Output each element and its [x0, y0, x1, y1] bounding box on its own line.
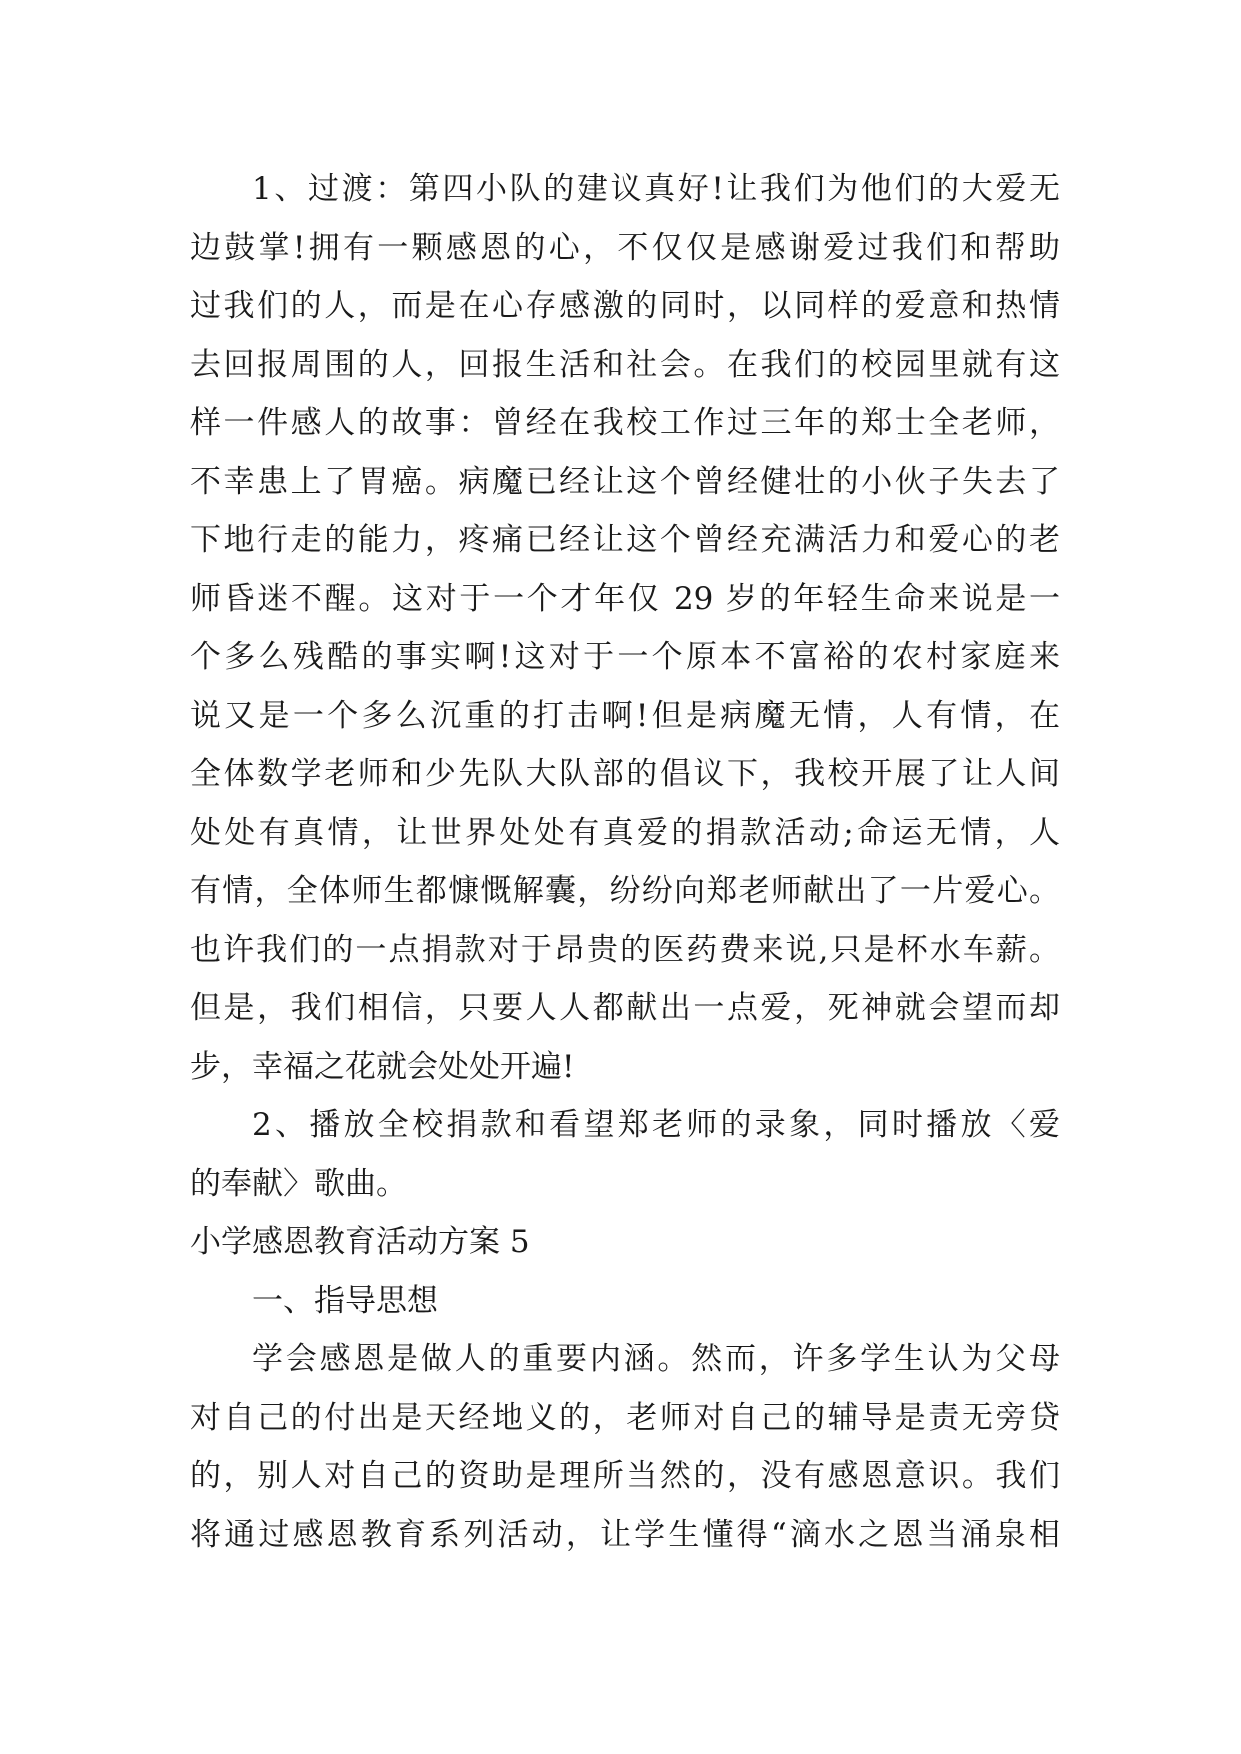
text-line: 全体数学老师和少先队大队部的倡议下，我校开展了让人间	[190, 756, 1060, 792]
text-line: 但是，我们相信，只要人人都献出一点爱，死神就会望而却	[190, 990, 1060, 1026]
text-line: 也许我们的一点捐款对于昂贵的医药费来说,只是杯水车薪。	[190, 931, 1060, 968]
text-line: 有情，全体师生都慷慨解囊，纷纷向郑老师献出了一片爱心。	[190, 873, 1060, 909]
text-line: 1、过渡：第四小队的建议真好!让我们为他们的大爱无	[252, 171, 1060, 207]
text-line: 2、播放全校捐款和看望郑老师的录象，同时播放〈爱	[252, 1107, 1060, 1143]
text-line: 学会感恩是做人的重要内涵。然而，许多学生认为父母	[252, 1341, 1060, 1377]
text-line: 下地行走的能力，疼痛已经让这个曾经充满活力和爱心的老	[190, 522, 1060, 558]
text-line: 师昏迷不醒。这对于一个才年仅 29 岁的年轻生命来说是一	[190, 580, 1060, 617]
text-line: 处处有真情，让世界处处有真爱的捐款活动;命运无情，人	[190, 814, 1060, 851]
text-line: 将通过感恩教育系列活动，让学生懂得“滴水之恩当涌泉相	[190, 1516, 1060, 1553]
text-line: 不幸患上了胃癌。病魔已经让这个曾经健壮的小伙子失去了	[190, 463, 1060, 500]
text-line: 的，别人对自己的资助是理所当然的，没有感恩意识。我们	[190, 1458, 1060, 1494]
text-line: 边鼓掌!拥有一颗感恩的心，不仅仅是感谢爱过我们和帮助	[190, 229, 1060, 266]
text-line: 小学感恩教育活动方案 5	[190, 1224, 530, 1260]
document-body	[190, 160, 1060, 1564]
text-line: 说又是一个多么沉重的打击啊!但是病魔无情，人有情，在	[190, 697, 1060, 734]
text-line: 步，幸福之花就会处处开遍!	[190, 1048, 575, 1085]
text-line: 个多么残酷的事实啊!这对于一个原本不富裕的农村家庭来	[190, 639, 1060, 675]
text-line: 一、指导思想	[252, 1282, 438, 1319]
text-line: 样一件感人的故事：曾经在我校工作过三年的郑士全老师，	[190, 405, 1060, 441]
text-line: 过我们的人，而是在心存感激的同时，以同样的爱意和热情	[190, 288, 1060, 324]
text-line: 的奉献〉歌曲。	[190, 1165, 407, 1202]
text-line: 对自己的付出是天经地义的，老师对自己的辅导是责无旁贷	[190, 1399, 1060, 1436]
text-line: 去回报周围的人，回报生活和社会。在我们的校园里就有这	[190, 346, 1060, 383]
